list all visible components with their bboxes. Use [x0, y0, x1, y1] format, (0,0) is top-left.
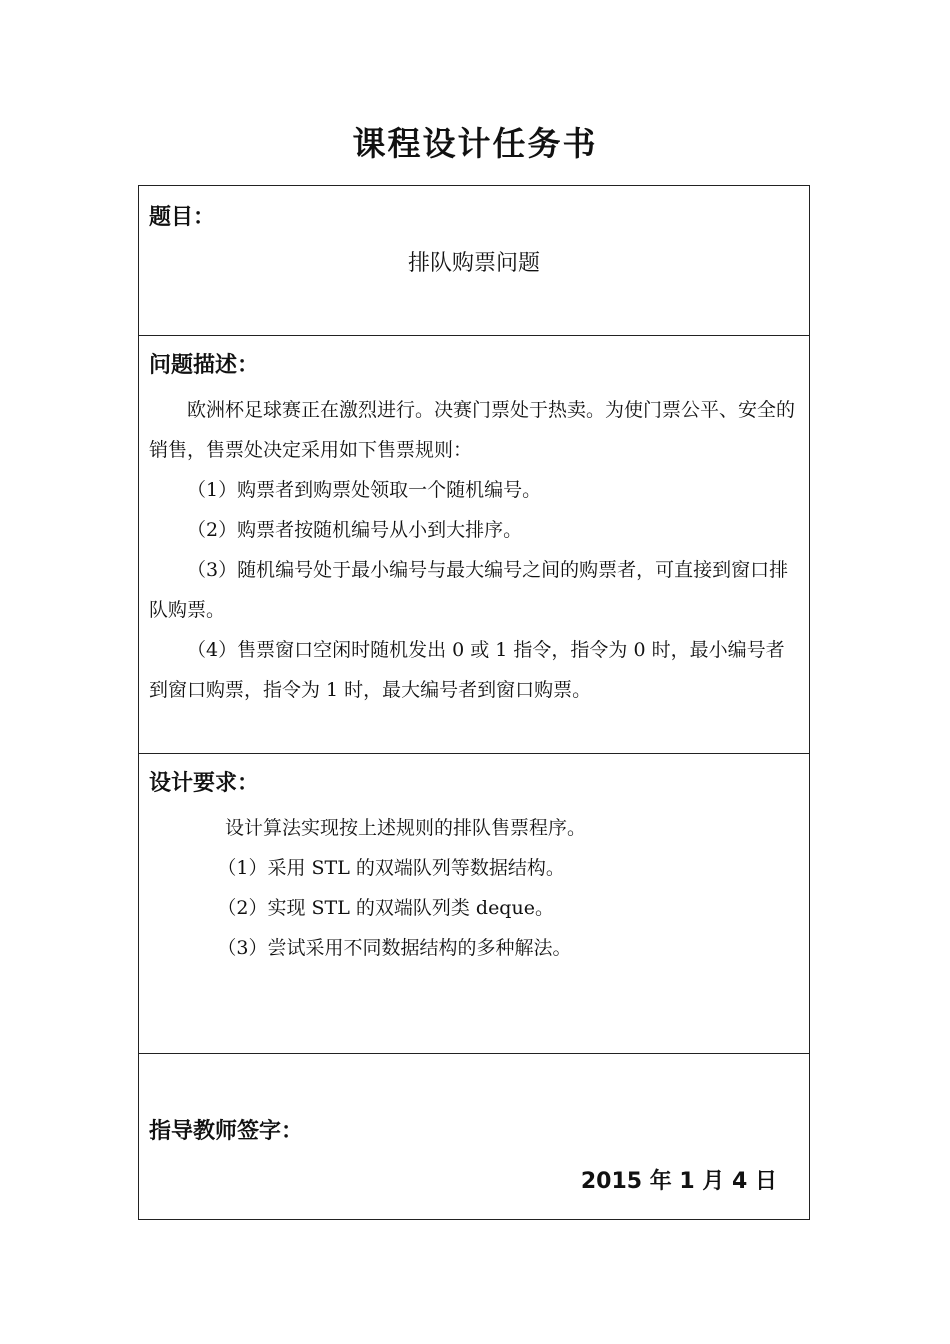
- signature-label: 指导教师签字：: [149, 1119, 304, 1144]
- problem-cell: [139, 335, 809, 753]
- requirements-cell: [139, 753, 809, 1053]
- rule-3: （3）随机编号处于最小编号与最大编号之间的购票者，可直接到窗口排队购票。: [149, 559, 789, 621]
- requirements-text: [149, 808, 801, 968]
- requirement-1: （1）采用 STL 的双端队列等数据结构。: [217, 857, 565, 879]
- topic-label: 题目：: [149, 205, 216, 230]
- page-title: 课程设计任务书: [352, 124, 598, 163]
- rule-2: （2）购票者按随机编号从小到大排序。: [187, 519, 523, 541]
- requirement-3: （3）尝试采用不同数据结构的多种解法。: [217, 937, 572, 959]
- signature-cell: [139, 1053, 809, 1221]
- problem-label: 问题描述：: [149, 353, 260, 378]
- requirement-2: （2）实现 STL 的双端队列类 deque。: [217, 897, 554, 919]
- signature-date: 2015 年 1 月 4 日: [580, 1169, 777, 1194]
- problem-intro: 欧洲杯足球赛正在激烈进行。决赛门票处于热卖。为使门票公平、安全的销售，售票处决定采用如下售票规则：: [149, 399, 796, 461]
- problem-text: [149, 390, 801, 710]
- task-table: [138, 185, 810, 1220]
- requirements-label: 设计要求：: [149, 771, 260, 796]
- rule-4: （4）售票窗口空闲时随机发出 0 或 1 指令，指令为 0 时，最小编号者到窗口购票，指令为 1 时，最大编号者到窗口购票。: [149, 639, 785, 701]
- topic-value: 排队购票问题: [407, 251, 540, 276]
- requirements-intro: 设计算法实现按上述规则的排队售票程序。: [225, 817, 587, 839]
- topic-cell: [139, 186, 809, 335]
- rule-1: （1）购票者到购票处领取一个随机编号。: [187, 479, 542, 501]
